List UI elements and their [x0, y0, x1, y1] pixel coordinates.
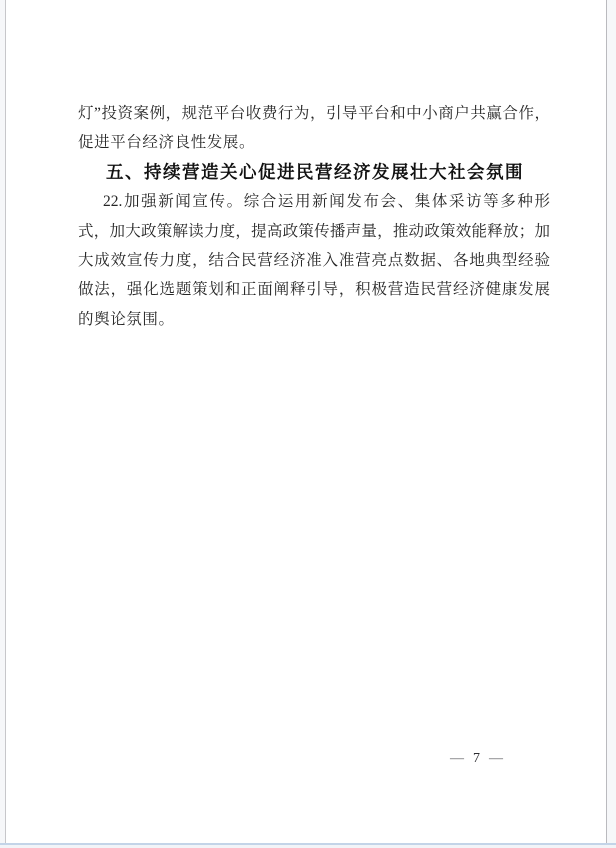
page-number — [450, 748, 503, 770]
document-body — [78, 99, 550, 334]
item-22-line: 做法，强化选题策划和正面阐释引导，积极营造民营经济健康发展 — [78, 281, 550, 299]
page-number-dash-left: — — [450, 751, 464, 766]
item-22-line: 的舆论氛围。 — [78, 310, 175, 328]
page-number-value: 7 — [473, 751, 480, 766]
paragraph-carryover-line: 促进平台经济良性发展。 — [78, 134, 256, 152]
document-page — [5, 0, 607, 843]
section-heading: 五、持续营造关心促进民营经济发展壮大社会氛围 — [106, 161, 524, 182]
paragraph-carryover-line: 灯”投资案例，规范平台收费行为，引导平台和中小商户共赢合作， — [78, 105, 550, 122]
item-22-line: 式，加大政策解读力度，提高政策传播声量，推动政策效能释放；加 — [78, 222, 550, 240]
item-22-line: 大成效宣传力度，结合民营经济准入准营亮点数据、各地典型经验 — [78, 251, 550, 269]
page-number-dash-right: — — [489, 751, 503, 766]
item-22-line: 22.加强新闻宣传。综合运用新闻发布会、集体采访等多种形 — [103, 193, 550, 211]
